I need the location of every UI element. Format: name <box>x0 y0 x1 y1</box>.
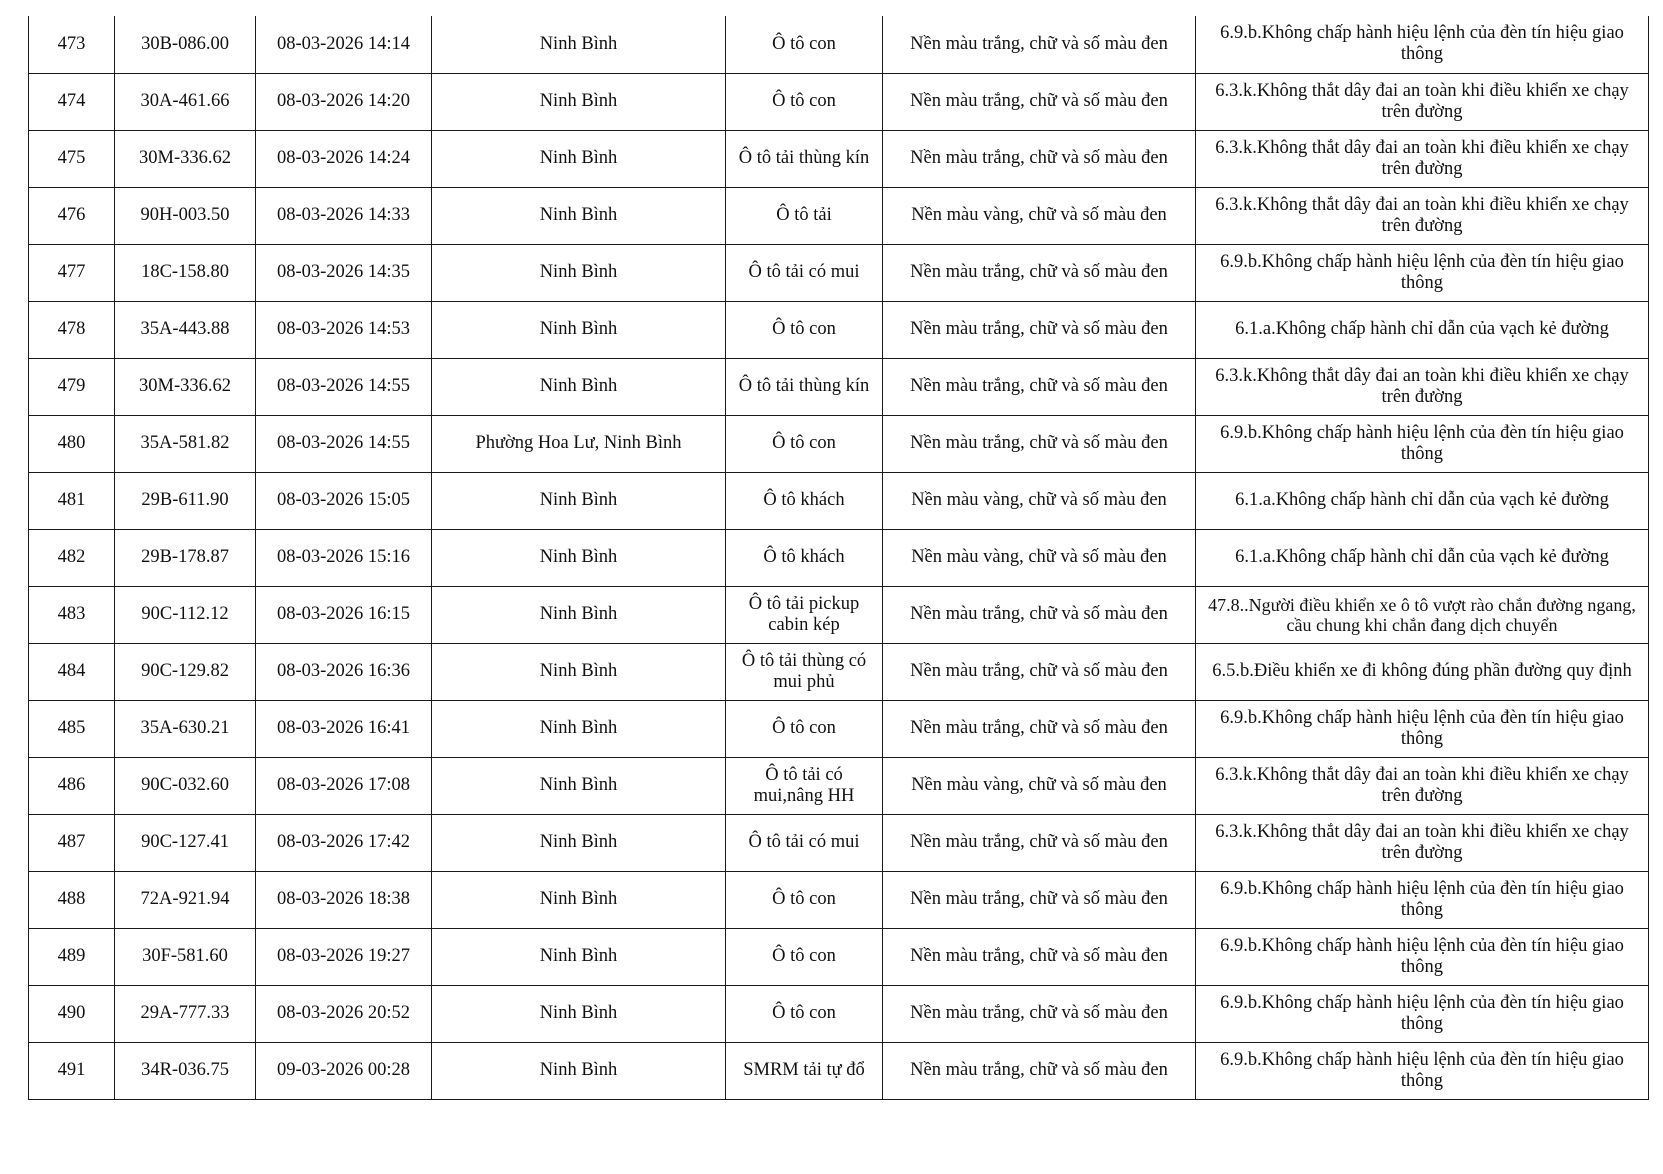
location-cell: Ninh Bình <box>432 700 726 757</box>
vehicle-type-cell: Ô tô con <box>726 700 883 757</box>
table-row <box>29 415 1649 472</box>
vehicle-type-cell: SMRM tải tự đổ <box>726 1042 883 1099</box>
vehicle-type-cell: Ô tô con <box>726 985 883 1042</box>
violation-time-cell: 08-03-2026 16:41 <box>256 700 432 757</box>
vehicle-type-cell: Ô tô tải có mui <box>726 814 883 871</box>
violation-time-cell: 08-03-2026 14:14 <box>256 16 432 73</box>
license-plate-cell: 90H-003.50 <box>115 187 256 244</box>
table-row <box>29 757 1649 814</box>
license-plate-cell: 29B-178.87 <box>115 529 256 586</box>
violation-description-cell: 47.8..Người điều khiển xe ô tô vượt rào chắn đường ngang, cầu chung khi chắn đang dịch chuyển <box>1196 586 1649 643</box>
location-cell: Ninh Bình <box>432 871 726 928</box>
violation-description-cell: 6.9.b.Không chấp hành hiệu lệnh của đèn tín hiệu giao thông <box>1196 415 1649 472</box>
location-cell: Ninh Bình <box>432 586 726 643</box>
row-number-cell: 475 <box>29 130 115 187</box>
location-cell: Ninh Bình <box>432 643 726 700</box>
violations-table <box>28 16 1649 1100</box>
plate-color-cell: Nền màu vàng, chữ và số màu đen <box>883 529 1196 586</box>
violation-time-cell: 08-03-2026 14:55 <box>256 358 432 415</box>
vehicle-type-cell: Ô tô con <box>726 415 883 472</box>
violation-time-cell: 08-03-2026 14:20 <box>256 73 432 130</box>
row-number-cell: 490 <box>29 985 115 1042</box>
plate-color-cell: Nền màu trắng, chữ và số màu đen <box>883 643 1196 700</box>
plate-color-cell: Nền màu trắng, chữ và số màu đen <box>883 871 1196 928</box>
location-cell: Phường Hoa Lư, Ninh Bình <box>432 415 726 472</box>
row-number-cell: 487 <box>29 814 115 871</box>
location-cell: Ninh Bình <box>432 757 726 814</box>
row-number-cell: 479 <box>29 358 115 415</box>
location-cell: Ninh Bình <box>432 1042 726 1099</box>
plate-color-cell: Nền màu trắng, chữ và số màu đen <box>883 928 1196 985</box>
row-number-cell: 481 <box>29 472 115 529</box>
table-row <box>29 928 1649 985</box>
vehicle-type-cell: Ô tô tải thùng kín <box>726 358 883 415</box>
vehicle-type-cell: Ô tô con <box>726 928 883 985</box>
violation-time-cell: 08-03-2026 16:15 <box>256 586 432 643</box>
license-plate-cell: 90C-127.41 <box>115 814 256 871</box>
plate-color-cell: Nền màu trắng, chữ và số màu đen <box>883 130 1196 187</box>
location-cell: Ninh Bình <box>432 16 726 73</box>
violation-time-cell: 08-03-2026 17:42 <box>256 814 432 871</box>
row-number-cell: 489 <box>29 928 115 985</box>
violations-table-container <box>28 16 1648 1100</box>
table-row <box>29 73 1649 130</box>
plate-color-cell: Nền màu trắng, chữ và số màu đen <box>883 814 1196 871</box>
plate-color-cell: Nền màu trắng, chữ và số màu đen <box>883 73 1196 130</box>
row-number-cell: 482 <box>29 529 115 586</box>
row-number-cell: 480 <box>29 415 115 472</box>
violation-time-cell: 08-03-2026 19:27 <box>256 928 432 985</box>
violation-time-cell: 08-03-2026 15:05 <box>256 472 432 529</box>
table-row <box>29 244 1649 301</box>
license-plate-cell: 30B-086.00 <box>115 16 256 73</box>
table-row <box>29 358 1649 415</box>
vehicle-type-cell: Ô tô tải pickup cabin kép <box>726 586 883 643</box>
violation-description-cell: 6.1.a.Không chấp hành chỉ dẫn của vạch kẻ đường <box>1196 472 1649 529</box>
license-plate-cell: 90C-112.12 <box>115 586 256 643</box>
violation-time-cell: 08-03-2026 17:08 <box>256 757 432 814</box>
license-plate-cell: 35A-630.21 <box>115 700 256 757</box>
table-row <box>29 814 1649 871</box>
plate-color-cell: Nền màu trắng, chữ và số màu đen <box>883 700 1196 757</box>
license-plate-cell: 30F-581.60 <box>115 928 256 985</box>
license-plate-cell: 34R-036.75 <box>115 1042 256 1099</box>
table-row <box>29 301 1649 358</box>
violation-time-cell: 09-03-2026 00:28 <box>256 1042 432 1099</box>
violation-description-cell: 6.1.a.Không chấp hành chỉ dẫn của vạch kẻ đường <box>1196 529 1649 586</box>
table-row <box>29 1042 1649 1099</box>
vehicle-type-cell: Ô tô khách <box>726 529 883 586</box>
table-row <box>29 187 1649 244</box>
table-row <box>29 700 1649 757</box>
table-row <box>29 643 1649 700</box>
location-cell: Ninh Bình <box>432 814 726 871</box>
vehicle-type-cell: Ô tô con <box>726 73 883 130</box>
violation-time-cell: 08-03-2026 14:35 <box>256 244 432 301</box>
violation-time-cell: 08-03-2026 18:38 <box>256 871 432 928</box>
table-row <box>29 472 1649 529</box>
plate-color-cell: Nền màu trắng, chữ và số màu đen <box>883 301 1196 358</box>
violation-description-cell: 6.3.k.Không thắt dây đai an toàn khi điều khiển xe chạy trên đường <box>1196 130 1649 187</box>
row-number-cell: 488 <box>29 871 115 928</box>
plate-color-cell: Nền màu vàng, chữ và số màu đen <box>883 187 1196 244</box>
vehicle-type-cell: Ô tô con <box>726 871 883 928</box>
table-row <box>29 586 1649 643</box>
violation-description-cell: 6.3.k.Không thắt dây đai an toàn khi điều khiển xe chạy trên đường <box>1196 757 1649 814</box>
plate-color-cell: Nền màu trắng, chữ và số màu đen <box>883 586 1196 643</box>
row-number-cell: 483 <box>29 586 115 643</box>
location-cell: Ninh Bình <box>432 358 726 415</box>
table-row <box>29 871 1649 928</box>
table-row <box>29 130 1649 187</box>
violation-description-cell: 6.9.b.Không chấp hành hiệu lệnh của đèn tín hiệu giao thông <box>1196 928 1649 985</box>
row-number-cell: 478 <box>29 301 115 358</box>
table-row <box>29 529 1649 586</box>
license-plate-cell: 35A-443.88 <box>115 301 256 358</box>
license-plate-cell: 72A-921.94 <box>115 871 256 928</box>
violation-description-cell: 6.3.k.Không thắt dây đai an toàn khi điều khiển xe chạy trên đường <box>1196 358 1649 415</box>
row-number-cell: 473 <box>29 16 115 73</box>
violation-time-cell: 08-03-2026 14:53 <box>256 301 432 358</box>
location-cell: Ninh Bình <box>432 301 726 358</box>
license-plate-cell: 30M-336.62 <box>115 130 256 187</box>
row-number-cell: 484 <box>29 643 115 700</box>
violation-description-cell: 6.1.a.Không chấp hành chỉ dẫn của vạch kẻ đường <box>1196 301 1649 358</box>
violation-time-cell: 08-03-2026 14:24 <box>256 130 432 187</box>
row-number-cell: 474 <box>29 73 115 130</box>
vehicle-type-cell: Ô tô tải <box>726 187 883 244</box>
violation-description-cell: 6.3.k.Không thắt dây đai an toàn khi điều khiển xe chạy trên đường <box>1196 73 1649 130</box>
violation-time-cell: 08-03-2026 20:52 <box>256 985 432 1042</box>
violation-description-cell: 6.9.b.Không chấp hành hiệu lệnh của đèn tín hiệu giao thông <box>1196 700 1649 757</box>
vehicle-type-cell: Ô tô tải thùng kín <box>726 130 883 187</box>
violation-time-cell: 08-03-2026 15:16 <box>256 529 432 586</box>
violation-description-cell: 6.3.k.Không thắt dây đai an toàn khi điều khiển xe chạy trên đường <box>1196 187 1649 244</box>
violation-description-cell: 6.9.b.Không chấp hành hiệu lệnh của đèn tín hiệu giao thông <box>1196 985 1649 1042</box>
plate-color-cell: Nền màu trắng, chữ và số màu đen <box>883 16 1196 73</box>
plate-color-cell: Nền màu trắng, chữ và số màu đen <box>883 358 1196 415</box>
location-cell: Ninh Bình <box>432 130 726 187</box>
plate-color-cell: Nền màu trắng, chữ và số màu đen <box>883 985 1196 1042</box>
violation-description-cell: 6.9.b.Không chấp hành hiệu lệnh của đèn tín hiệu giao thông <box>1196 1042 1649 1099</box>
license-plate-cell: 90C-129.82 <box>115 643 256 700</box>
location-cell: Ninh Bình <box>432 472 726 529</box>
row-number-cell: 476 <box>29 187 115 244</box>
table-body <box>29 16 1649 1099</box>
violation-time-cell: 08-03-2026 14:55 <box>256 415 432 472</box>
vehicle-type-cell: Ô tô tải có mui <box>726 244 883 301</box>
violation-description-cell: 6.3.k.Không thắt dây đai an toàn khi điều khiển xe chạy trên đường <box>1196 814 1649 871</box>
license-plate-cell: 30M-336.62 <box>115 358 256 415</box>
violation-description-cell: 6.9.b.Không chấp hành hiệu lệnh của đèn tín hiệu giao thông <box>1196 244 1649 301</box>
table-row <box>29 985 1649 1042</box>
vehicle-type-cell: Ô tô tải thùng có mui phủ <box>726 643 883 700</box>
violation-time-cell: 08-03-2026 16:36 <box>256 643 432 700</box>
license-plate-cell: 18C-158.80 <box>115 244 256 301</box>
vehicle-type-cell: Ô tô khách <box>726 472 883 529</box>
row-number-cell: 486 <box>29 757 115 814</box>
location-cell: Ninh Bình <box>432 928 726 985</box>
row-number-cell: 485 <box>29 700 115 757</box>
license-plate-cell: 29A-777.33 <box>115 985 256 1042</box>
vehicle-type-cell: Ô tô tải có mui,nâng HH <box>726 757 883 814</box>
license-plate-cell: 30A-461.66 <box>115 73 256 130</box>
vehicle-type-cell: Ô tô con <box>726 301 883 358</box>
location-cell: Ninh Bình <box>432 73 726 130</box>
plate-color-cell: Nền màu vàng, chữ và số màu đen <box>883 472 1196 529</box>
location-cell: Ninh Bình <box>432 244 726 301</box>
violation-description-cell: 6.9.b.Không chấp hành hiệu lệnh của đèn tín hiệu giao thông <box>1196 871 1649 928</box>
location-cell: Ninh Bình <box>432 187 726 244</box>
table-row <box>29 16 1649 73</box>
violation-description-cell: 6.9.b.Không chấp hành hiệu lệnh của đèn tín hiệu giao thông <box>1196 16 1649 73</box>
row-number-cell: 491 <box>29 1042 115 1099</box>
license-plate-cell: 90C-032.60 <box>115 757 256 814</box>
violation-description-cell: 6.5.b.Điều khiển xe đi không đúng phần đường quy định <box>1196 643 1649 700</box>
license-plate-cell: 35A-581.82 <box>115 415 256 472</box>
plate-color-cell: Nền màu trắng, chữ và số màu đen <box>883 415 1196 472</box>
violation-time-cell: 08-03-2026 14:33 <box>256 187 432 244</box>
license-plate-cell: 29B-611.90 <box>115 472 256 529</box>
location-cell: Ninh Bình <box>432 985 726 1042</box>
location-cell: Ninh Bình <box>432 529 726 586</box>
plate-color-cell: Nền màu trắng, chữ và số màu đen <box>883 244 1196 301</box>
row-number-cell: 477 <box>29 244 115 301</box>
plate-color-cell: Nền màu trắng, chữ và số màu đen <box>883 1042 1196 1099</box>
vehicle-type-cell: Ô tô con <box>726 16 883 73</box>
plate-color-cell: Nền màu vàng, chữ và số màu đen <box>883 757 1196 814</box>
